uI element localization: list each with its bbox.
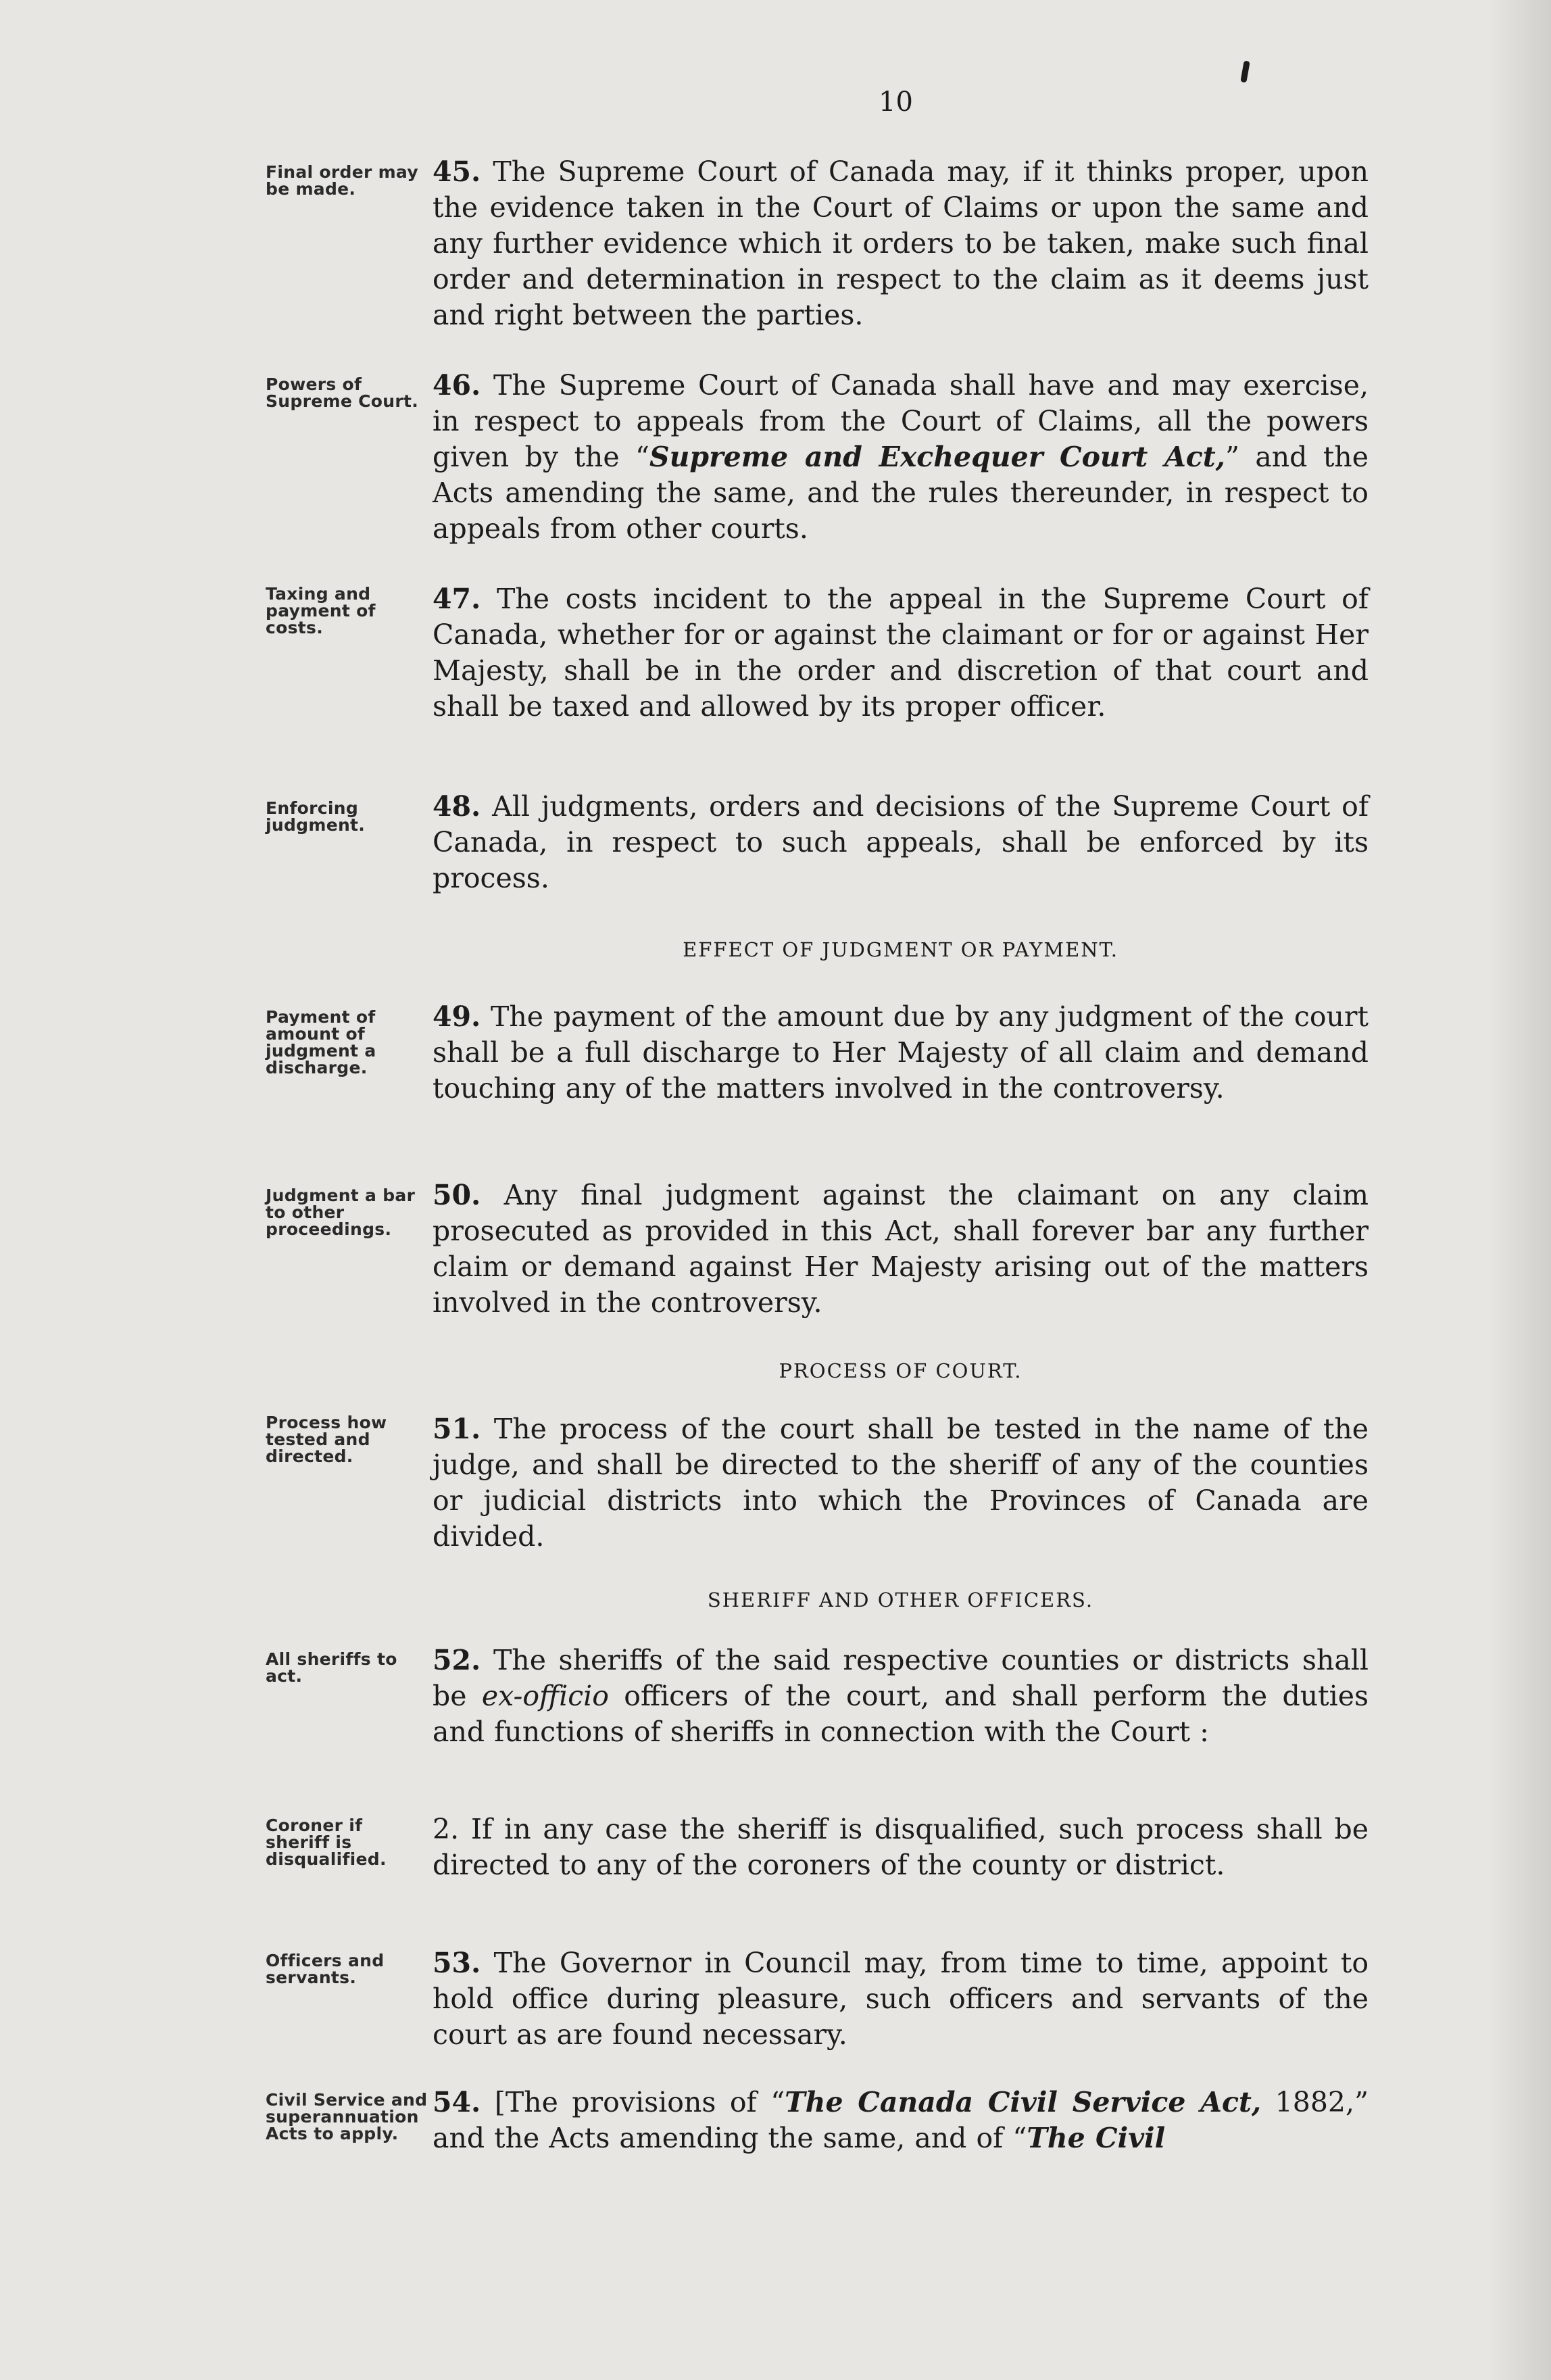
section-number: 46. bbox=[433, 369, 481, 402]
section-text: The process of the court shall be tested in the name of the judge, and shall be directed to the sheriff of any of the counties or judicial districts into which the Provinces of Canada are divided. bbox=[433, 1413, 1369, 1553]
section-number: 50. bbox=[433, 1179, 481, 1211]
section-text: If in any case the sheriff is disqualified, such process shall be directed to any of the coroners of the county or district. bbox=[433, 1813, 1369, 1881]
margin-note-costs: Taxing and payment of costs. bbox=[266, 584, 376, 637]
ink-mark bbox=[1240, 60, 1250, 82]
section-number: 54. bbox=[433, 2086, 481, 2118]
section-number: 48. bbox=[433, 790, 481, 823]
margin-note-civil-service: Civil Service and superannuation Acts to apply. bbox=[266, 2090, 428, 2143]
margin-note-judgment-bar: Judgment a bar to other proceedings. bbox=[266, 1186, 416, 1239]
section-52-2 bbox=[433, 1812, 1369, 1883]
page-number: 10 bbox=[879, 87, 913, 118]
heading-process-of-court: PROCESS OF COURT. bbox=[779, 1359, 1023, 1382]
section-number: 52. bbox=[433, 1644, 481, 1676]
heading-sheriff-and-officers: SHERIFF AND OTHER OFFICERS. bbox=[707, 1588, 1094, 1611]
section-49 bbox=[433, 999, 1369, 1107]
act-citation-2: The Civil bbox=[1027, 2122, 1166, 2154]
section-52 bbox=[433, 1643, 1369, 1750]
margin-note-sheriffs: All sheriffs to act. bbox=[266, 1649, 397, 1686]
act-citation: The Canada Civil Service Act, bbox=[785, 2086, 1262, 2118]
section-text: The Supreme Court of Canada may, if it thinks proper, upon the evidence taken in the Court of Claims or upon the same and any further evidence which it orders to be taken, make such final order and determination in respect to the claim as it deems just and right between the parties. bbox=[433, 155, 1369, 331]
section-text: The sheriffs of the said respective counties or districts shall be bbox=[433, 1644, 1369, 1712]
section-text-cont: ” and the Acts amending the same, and the rules thereunder, in respect to appeals from other courts. bbox=[433, 441, 1369, 545]
section-54 bbox=[433, 2085, 1369, 2156]
section-51 bbox=[433, 1411, 1369, 1555]
act-citation: Supreme and Exchequer Court Act, bbox=[649, 441, 1225, 473]
section-text: All judgments, orders and decisions of the Supreme Court of Canada, in respect to such appeals, shall be enforced by its process. bbox=[433, 790, 1369, 894]
margin-note-coroner: Coroner if sheriff is disqualified. bbox=[266, 1816, 387, 1869]
section-text: The costs incident to the appeal in the Supreme Court of Canada, whether for or against the claimant or for or against Her Majesty, shall be in the order and discretion of that court and shall be taxed and allowed by its proper officer. bbox=[433, 583, 1369, 723]
section-46 bbox=[433, 368, 1369, 547]
margin-note-officers: Officers and servants. bbox=[266, 1951, 385, 1987]
subsection-number: 2. bbox=[433, 1813, 460, 1845]
section-48 bbox=[433, 789, 1369, 896]
section-text: The Governor in Council may, from time to time, appoint to hold office during pleasure, such officers and servants of the court as are found necessary. bbox=[433, 1947, 1369, 2051]
margin-note-enforcing: Enforcing judgment. bbox=[266, 798, 366, 835]
margin-note-powers: Powers of Supreme Court. bbox=[266, 374, 418, 411]
heading-effect-of-judgment: EFFECT OF JUDGMENT OR PAYMENT. bbox=[683, 938, 1118, 961]
section-number: 53. bbox=[433, 1947, 481, 1979]
section-text: The payment of the amount due by any judgment of the court shall be a full discharge to Her Majesty of all claim and demand touching any of the matters involved in the controversy. bbox=[433, 1000, 1369, 1104]
section-number: 49. bbox=[433, 1000, 481, 1033]
section-text: Any final judgment against the claimant on any claim prosecuted as provided in this Act, shall forever bar any further claim or demand against Her Majesty arising out of the matters involved in the controversy. bbox=[433, 1179, 1369, 1319]
section-47 bbox=[433, 581, 1369, 725]
section-53 bbox=[433, 1945, 1369, 2053]
section-text: The Supreme Court of Canada shall have and may exercise, in respect to appeals from the Court of Claims, all the powers given by the “ bbox=[433, 369, 1369, 473]
section-text-cont: officers of the court, and shall perform the duties and functions of sheriffs in connection with the Court : bbox=[433, 1680, 1369, 1748]
section-text-cont: 1882,” and the Acts amending the same, and of “ bbox=[433, 2086, 1369, 2154]
section-number: 51. bbox=[433, 1413, 481, 1445]
margin-note-process: Process how tested and directed. bbox=[266, 1413, 387, 1466]
section-50 bbox=[433, 1177, 1369, 1321]
section-number: 47. bbox=[433, 583, 481, 615]
section-45 bbox=[433, 154, 1369, 333]
latin-term: ex-officio bbox=[481, 1680, 609, 1712]
section-text: [The provisions of “ bbox=[481, 2086, 785, 2118]
margin-note-payment: Payment of amount of judgment a discharge. bbox=[266, 1007, 376, 1077]
margin-note-final-order: Final order may be made. bbox=[266, 162, 418, 199]
section-number: 45. bbox=[433, 155, 481, 188]
binding-shadow bbox=[1487, 0, 1551, 2380]
